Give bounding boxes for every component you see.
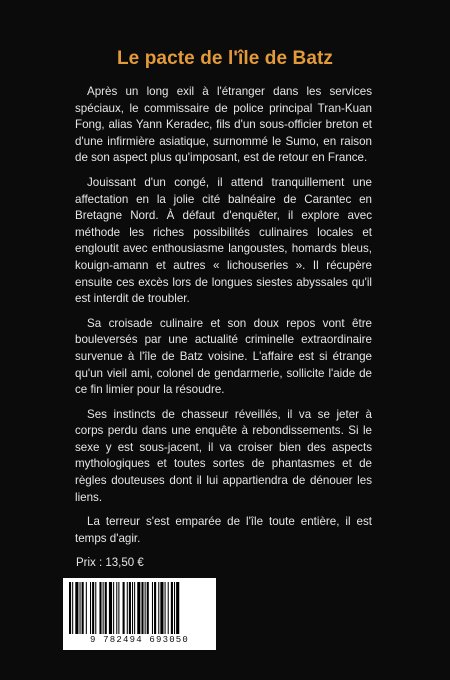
blurb-paragraph: La terreur s'est emparée de l'île toute entière, il est temps d'agir. bbox=[75, 515, 372, 545]
isbn-digits: 9 782494 693050 bbox=[89, 635, 189, 645]
blurb-paragraph: Après un long exil à l'étranger dans les services spéciaux, le commissaire de police principal Tran-Kuan Fong, alias Yann Keradec, fils d'un sous-officier breton et d'une infirmière asiatique, surnommé le Sumo, en raison de son aspect plus qu'imposant, est de retour en France. bbox=[75, 85, 372, 165]
blurb-paragraph: Sa croisade culinaire et son doux repos vont être bouleversés par une actualité criminelle extraordinaire survenue à l'île de Batz voisine. L'affaire est si étrange qu'un vieil ami, colonel de gendarmerie, sollicite l'aide de ce fin limier pour la résoudre. bbox=[75, 316, 372, 397]
book-title: Le pacte de l'île de Batz bbox=[116, 48, 334, 69]
barcode bbox=[63, 578, 216, 650]
blurb-text bbox=[75, 84, 372, 555]
blurb-paragraph: Jouissant d'un congé, il attend tranquillement une affectation en la jolie cité balnéaire de Carantec en Bretagne Nord. À défaut d'enquêter, il explore avec méthode les riches possibilités culinaires locales et engloutit avec enthousiasme langoustes, homards bleus, kouign-amann et autres « lichouseries ». Il récupère ensuite ces excès lors de longues siestes abyssales qu'il est interdit de troubler. bbox=[75, 175, 372, 306]
barcode-bars-icon bbox=[63, 578, 216, 638]
blurb-paragraph: Ses instincts de chasseur réveillés, il va se jeter à corps perdu dans une enquête à rebondissements. Si le sexe y est sous-jacent, il va croiser bien des aspects mythologiques et toutes sortes de phantasmes et de règles douteuses dont il lui appartiendra de dénouer les liens. bbox=[75, 407, 372, 504]
price-label: Prix : 13,50 € bbox=[76, 557, 144, 569]
